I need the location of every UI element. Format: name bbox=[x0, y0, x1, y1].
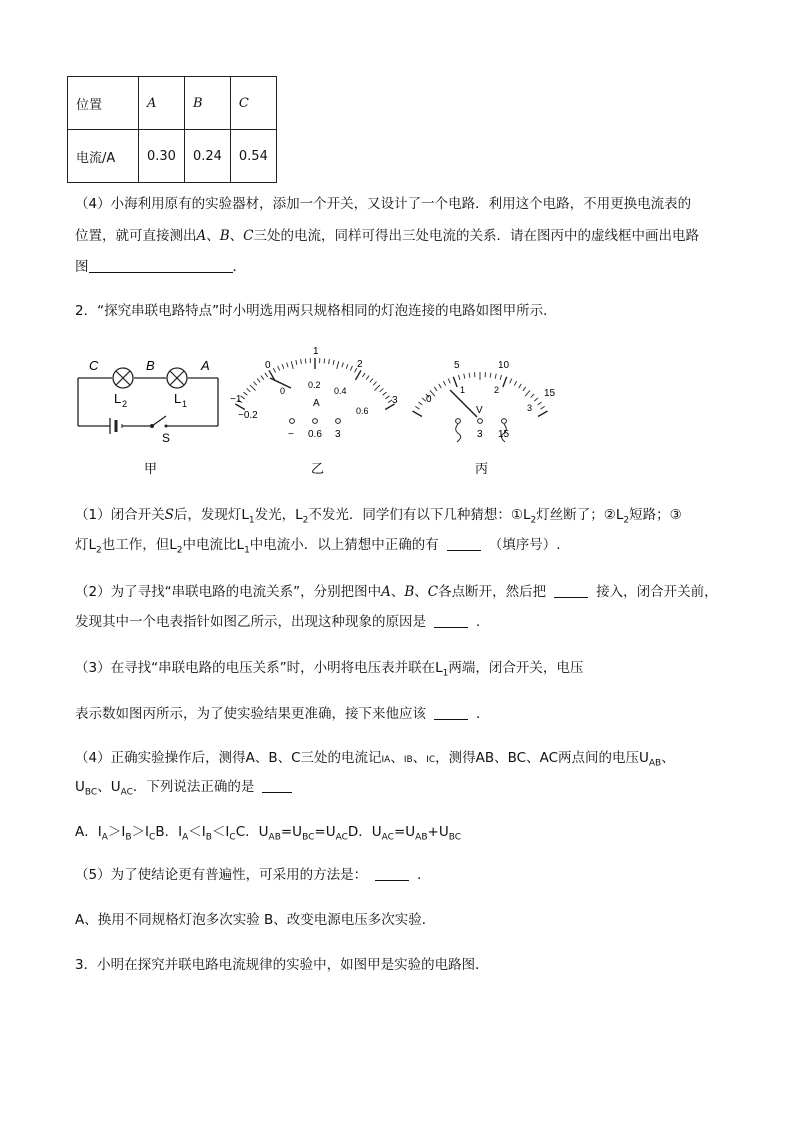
sub: BC bbox=[448, 832, 462, 843]
q2-part3-line2 bbox=[75, 704, 490, 724]
label-c: C bbox=[89, 358, 99, 373]
dial-tick bbox=[510, 379, 512, 384]
ammeter-dial bbox=[230, 346, 398, 476]
text: 表示数如图丙所示，为了使实验结果更准确，接下来他应该 bbox=[75, 706, 426, 722]
q2-part5-line bbox=[75, 865, 431, 885]
table-cell: 0.30 bbox=[139, 130, 185, 183]
point-b: B bbox=[404, 584, 415, 600]
q2-part1-line2 bbox=[75, 535, 561, 561]
q2-part5-options: A、换用不同规格灯泡多次实验 B、改变电源电压多次实验． bbox=[75, 912, 436, 928]
dial-tick bbox=[261, 376, 264, 380]
sub: AB bbox=[648, 758, 662, 769]
text: （填序号）. bbox=[488, 537, 561, 553]
table-header-c: C bbox=[230, 77, 276, 130]
sub: B bbox=[205, 832, 212, 843]
text: =U bbox=[314, 824, 336, 840]
ammeter-neg-bottom: −0.2 bbox=[238, 410, 258, 421]
text: 、 bbox=[390, 750, 404, 766]
dial-tick bbox=[296, 360, 297, 365]
table-header-a: A bbox=[139, 77, 185, 130]
dial-tick bbox=[541, 406, 545, 409]
text: B．I bbox=[155, 824, 183, 840]
table-cell: 0.54 bbox=[230, 130, 276, 183]
dial-tick bbox=[514, 381, 516, 385]
q2-part2-line1 bbox=[75, 582, 718, 602]
sub: AB bbox=[268, 832, 281, 843]
dial-tick bbox=[415, 406, 419, 409]
sub: 1 bbox=[244, 545, 250, 556]
dial-tick bbox=[443, 381, 445, 385]
figure-label-bing: 丙 bbox=[475, 461, 489, 476]
dial-tick bbox=[324, 359, 325, 364]
dial-tick bbox=[453, 377, 457, 387]
figure-label-yi: 乙 bbox=[311, 461, 325, 476]
text: （2）为了寻找“串联电路的电流关系”，分别把图中 bbox=[75, 584, 382, 600]
dial-tick bbox=[346, 364, 348, 369]
sub: AC bbox=[120, 787, 133, 798]
dial-tick bbox=[350, 366, 352, 371]
ammeter-tick-0-inner: 0 bbox=[280, 386, 286, 396]
voltmeter-dial bbox=[412, 360, 555, 476]
label-b: B bbox=[146, 358, 155, 373]
label-l1: L bbox=[174, 391, 182, 406]
text: =U bbox=[393, 824, 416, 840]
sub: B bbox=[125, 832, 132, 843]
dial-tick bbox=[490, 373, 491, 378]
text: 三处的电流，同样可得出三处电流的关系．请在图丙中的虚线框中画出电路 bbox=[253, 228, 700, 244]
label-l2-sub: 2 bbox=[122, 399, 128, 409]
q2-part4-line1 bbox=[75, 748, 675, 774]
dial-tick bbox=[534, 398, 538, 401]
ammeter-mid-scale: 0.2 bbox=[308, 380, 321, 390]
dial-tick bbox=[301, 359, 302, 364]
answer-blank[interactable] bbox=[434, 613, 468, 628]
dial-tick bbox=[469, 373, 470, 378]
sub: AC bbox=[381, 832, 394, 843]
dial-tick bbox=[503, 377, 507, 387]
dial-tick bbox=[383, 392, 387, 395]
ammeter-tick-06: 0.6 bbox=[356, 406, 369, 416]
text: 不发光．同学们有以下几种猜想：①L bbox=[308, 507, 531, 523]
answer-blank[interactable] bbox=[89, 258, 233, 273]
dial-tick bbox=[366, 376, 369, 380]
ammeter-unit: A bbox=[313, 398, 320, 409]
ammeter-tick-2: 2 bbox=[357, 359, 363, 370]
sub: 2 bbox=[96, 545, 102, 556]
dial-tick bbox=[291, 361, 293, 369]
text: 接入，闭合开关前， bbox=[596, 584, 718, 600]
table-header-row bbox=[68, 77, 277, 130]
text: 、 bbox=[414, 584, 428, 600]
voltmeter-tick-5: 5 bbox=[454, 360, 460, 371]
sub: AC bbox=[335, 832, 348, 843]
text: 位置，就可直接测出 bbox=[75, 228, 197, 244]
voltmeter-tick-10: 10 bbox=[498, 360, 510, 371]
voltmeter-wire-icon bbox=[456, 424, 461, 442]
text: 灯丝断了；②L bbox=[536, 507, 624, 523]
dial-tick bbox=[329, 359, 330, 364]
dial-tick bbox=[525, 390, 530, 396]
answer-blank[interactable] bbox=[447, 536, 481, 551]
voltmeter-terminal-3: 3 bbox=[477, 429, 483, 440]
sub: 2 bbox=[623, 515, 630, 526]
sub: 1 bbox=[248, 515, 255, 526]
table-row-label: 电流/A bbox=[68, 130, 139, 183]
voltmeter-tick-3: 3 bbox=[527, 403, 533, 413]
answer-blank[interactable] bbox=[375, 866, 409, 881]
current-table bbox=[67, 76, 277, 183]
q2-part4-line2 bbox=[75, 777, 292, 803]
voltmeter-terminal-15: 15 bbox=[498, 429, 510, 440]
dial-tick bbox=[439, 384, 442, 388]
q1-part4-line3 bbox=[75, 257, 246, 277]
text: （4）正确实验操作后，测得A、B、C三处的电流记 bbox=[75, 750, 382, 766]
table-header-b: B bbox=[184, 77, 230, 130]
table-cell: 0.24 bbox=[184, 130, 230, 183]
dial-tick bbox=[244, 392, 248, 395]
text: （5）为了使结论更有普遍性，可采用的方法是： bbox=[75, 867, 368, 883]
q3-intro: 3．小明在探究并联电路电流规律的实验中，如图甲是实验的电路图． bbox=[75, 957, 489, 973]
sub: 2 bbox=[176, 545, 183, 556]
q2-figures bbox=[70, 340, 556, 480]
ammeter-neg-top: −1 bbox=[230, 394, 242, 405]
dial-tick bbox=[287, 363, 289, 368]
sub: C bbox=[149, 832, 156, 843]
ammeter-tick-0: 0 bbox=[265, 360, 271, 371]
text: U bbox=[75, 779, 85, 795]
sub: A bbox=[101, 832, 108, 843]
dial-tick bbox=[282, 364, 284, 369]
text: ＜I bbox=[188, 824, 206, 840]
dial-tick bbox=[419, 402, 423, 405]
q2-part3-line1 bbox=[75, 658, 583, 684]
answer-blank[interactable] bbox=[262, 778, 292, 793]
q1-part4-line2 bbox=[75, 226, 699, 246]
point-a: A bbox=[381, 584, 391, 600]
switch-s: S bbox=[164, 507, 174, 523]
voltmeter-tick-15: 15 bbox=[544, 388, 556, 399]
text: A．I bbox=[75, 824, 102, 840]
dial-tick bbox=[500, 375, 501, 380]
text: 后，发现灯L bbox=[173, 507, 249, 523]
sub: A bbox=[182, 832, 189, 843]
dial-tick bbox=[333, 360, 334, 365]
sub: 2 bbox=[530, 515, 537, 526]
text: ＞I bbox=[131, 824, 150, 840]
point-c: C bbox=[427, 584, 439, 600]
current-ic: IC bbox=[426, 755, 436, 765]
sub: 1 bbox=[442, 668, 449, 679]
text: ，测得AB、BC、AC两点间的电压U bbox=[435, 750, 649, 766]
text: 图 bbox=[75, 259, 89, 275]
text: 中电流小．以上猜想中正确的有 bbox=[249, 537, 439, 553]
current-ib: IB bbox=[403, 755, 413, 765]
dial-tick bbox=[374, 385, 380, 391]
text: 各点断开，然后把 bbox=[438, 584, 547, 600]
text: D．U bbox=[347, 824, 382, 840]
label-l1-sub: 1 bbox=[182, 399, 188, 409]
dial-tick bbox=[464, 374, 465, 379]
dial-tick bbox=[434, 387, 437, 391]
text: 、U bbox=[97, 779, 121, 795]
text: ． bbox=[476, 706, 490, 722]
ammeter-terminal-06: 0.6 bbox=[308, 429, 322, 440]
dial-tick bbox=[250, 385, 256, 391]
sub: 2 bbox=[302, 515, 309, 526]
text: 、 bbox=[412, 750, 427, 766]
text: 、 bbox=[229, 228, 244, 244]
dial-tick bbox=[373, 382, 376, 386]
answer-blank[interactable] bbox=[434, 705, 468, 720]
text: 两端，闭合开关，电压 bbox=[448, 660, 584, 676]
label-s: S bbox=[162, 431, 171, 445]
dial-tick bbox=[356, 370, 362, 380]
text: （1）闭合开关 bbox=[75, 507, 165, 523]
dial-tick bbox=[380, 388, 384, 391]
dial-tick bbox=[519, 384, 522, 388]
figure-label-jia: 甲 bbox=[144, 461, 158, 476]
voltmeter-unit: V bbox=[476, 405, 483, 416]
current-ia: IA bbox=[381, 755, 391, 765]
text: ． bbox=[417, 867, 431, 883]
bulb-l1-icon bbox=[167, 368, 187, 388]
text: 发光，L bbox=[254, 507, 303, 523]
text: 、 bbox=[390, 584, 405, 600]
label-a: A bbox=[201, 358, 210, 373]
dial-tick bbox=[523, 387, 526, 391]
label-l2: L bbox=[114, 391, 122, 406]
text: 发现其中一个电表指针如图乙所示，出现这种现象的原因是 bbox=[75, 614, 426, 630]
text: ． bbox=[476, 614, 490, 630]
dial-tick bbox=[362, 373, 365, 377]
dial-tick bbox=[448, 379, 450, 384]
point-b: B bbox=[219, 228, 230, 244]
voltmeter-tick-2: 2 bbox=[494, 385, 500, 395]
answer-blank[interactable] bbox=[554, 583, 588, 598]
dial-tick bbox=[370, 379, 373, 383]
q1-part4-line1: （4）小海利用原有的实验器材，添加一个开关，又设计了一个电路．利用这个电路，不用更换电流表的 bbox=[75, 196, 692, 212]
text: ＜I bbox=[211, 824, 230, 840]
text: C．U bbox=[235, 824, 269, 840]
dial-tick bbox=[459, 375, 460, 380]
dial-tick bbox=[538, 411, 548, 417]
dial-tick bbox=[278, 366, 280, 371]
text: =U bbox=[280, 824, 303, 840]
dial-tick bbox=[265, 373, 268, 377]
point-c: C bbox=[243, 228, 254, 244]
sub: BC bbox=[84, 787, 98, 798]
dial-tick bbox=[538, 402, 542, 405]
ammeter-tick-1: 1 bbox=[313, 346, 319, 357]
point-a: A bbox=[196, 228, 207, 244]
text: ．下列说法正确的是 bbox=[132, 779, 255, 795]
voltmeter-tick-0: 0 bbox=[426, 394, 432, 405]
text: +U bbox=[427, 824, 449, 840]
text: 短路；③ bbox=[629, 507, 682, 523]
dial-tick bbox=[337, 361, 339, 369]
dial-tick bbox=[247, 388, 251, 391]
q2-part4-options bbox=[75, 822, 461, 848]
circuit-diagram bbox=[78, 358, 218, 476]
text: 、 bbox=[661, 750, 675, 766]
text: 中电流比L bbox=[182, 537, 245, 553]
text: 、 bbox=[206, 228, 220, 244]
ammeter-tick-3: 3 bbox=[392, 395, 398, 406]
bulb-l2-icon bbox=[113, 368, 133, 388]
table-header-position: 位置 bbox=[68, 77, 139, 130]
q2-intro: 2．“探究串联电路特点”时小明选用两只规格相同的灯泡连接的电路如图甲所示． bbox=[75, 303, 557, 319]
text: （3）在寻找“串联电路的电压关系”时，小明将电压表并联在L bbox=[75, 660, 443, 676]
table-row bbox=[68, 130, 277, 183]
text: 灯L bbox=[75, 537, 97, 553]
sub: C bbox=[229, 832, 236, 843]
voltmeter-tick-1: 1 bbox=[460, 385, 466, 395]
ammeter-terminal-neg: − bbox=[288, 429, 294, 440]
dial-tick bbox=[305, 359, 306, 364]
dial-tick bbox=[342, 363, 344, 368]
dial-tick bbox=[385, 396, 389, 399]
text: ＞I bbox=[107, 824, 126, 840]
ammeter-tick-04: 0.4 bbox=[334, 386, 347, 396]
dial-tick bbox=[412, 411, 422, 417]
text: 也工作，但L bbox=[101, 537, 177, 553]
dial-tick bbox=[257, 379, 260, 383]
text: ． bbox=[232, 259, 246, 275]
sub: BC bbox=[302, 832, 315, 843]
dial-tick bbox=[273, 368, 275, 372]
q2-part2-line2 bbox=[75, 612, 490, 632]
dial-tick bbox=[253, 382, 256, 386]
ammeter-terminal-3: 3 bbox=[335, 429, 341, 440]
q2-part1-line1 bbox=[75, 505, 682, 531]
dial-tick bbox=[531, 394, 534, 398]
sub: AB bbox=[415, 832, 428, 843]
dial-tick bbox=[495, 374, 496, 379]
